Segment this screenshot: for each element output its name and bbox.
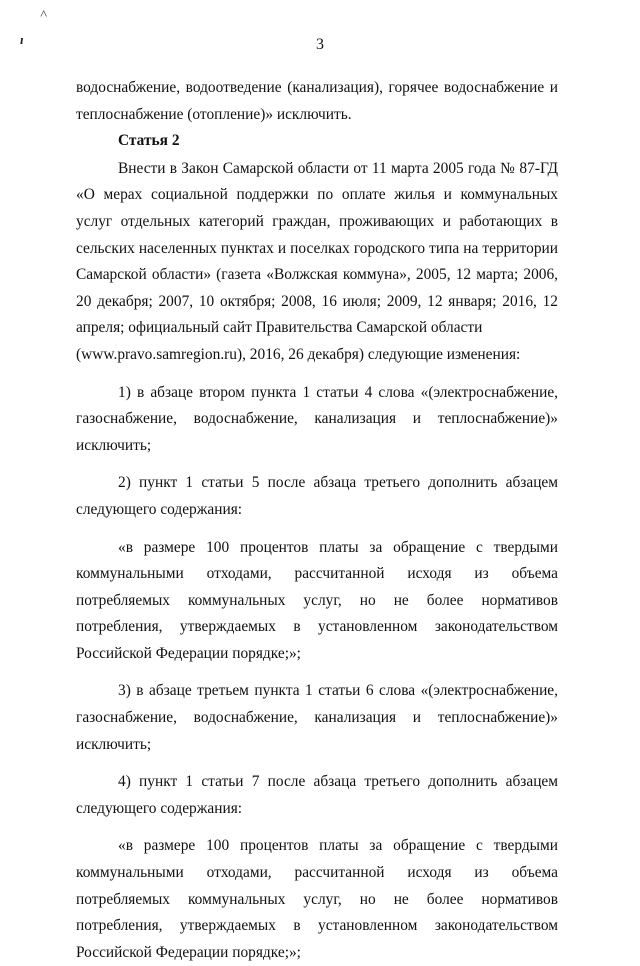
paragraph-continuation: водоснабжение, водоотведение (канализация), горячее водоснабжение и теплоснабжение (отопление)» исключить. (76, 79, 558, 123)
list-item-1: 1) в абзаце втором пункта 1 статьи 4 слова «(электроснабжение, газоснабжение, водоснабжение, канализация и теплоснабжение)» исключить; (76, 383, 558, 454)
paragraph-intro-end: (www.pravo.samregion.ru), 2016, 26 декабря) следующие изменения: (76, 345, 521, 363)
scan-artifact-mark: ı (20, 32, 24, 47)
list-item-4: 4) пункт 1 статьи 7 после абзаца третьего дополнить абзацем следующего содержания: (76, 773, 558, 817)
article-heading: Статья 2 (118, 132, 180, 150)
quoted-paragraph-2: «в размере 100 процентов платы за обращение с твердыми коммунальными отходами, рассчитанной исходя из объема потребляемых коммунальных услуг, но не более нормативов потребления, утверждаемых в установленном законодательством Российской Федерации порядке;»; (76, 837, 558, 961)
page-number: 3 (316, 36, 324, 53)
paragraph-intro: Внести в Закон Самарской области от 11 марта 2005 года № 87-ГД «О мерах социальной поддержки по оплате жилья и коммунальных услуг отдельных категорий граждан, проживающих и работающих в сельских населенных пунктах и поселках городского типа на территории Самарской области» (газета «Волжская коммуна», 2005, 12 марта; 2006, 20 декабря; 2007, 10 октября; 2008, 16 июля; 2009, 12 января; 2016, 12 апреля; официальный сайт Правительства Самарской области (76, 159, 558, 337)
list-item-3: 3) в абзаце третьем пункта 1 статьи 6 слова «(электроснабжение, газоснабжение, водоснабжение, канализация и теплоснабжение)» исключить; (76, 682, 558, 753)
quoted-paragraph-1: «в размере 100 процентов платы за обращение с твердыми коммунальными отходами, рассчитанной исходя из объема потребляемых коммунальных услуг, но не более нормативов потребления, утверждаемых в установленном законодательством Российской Федерации порядке;»; (76, 538, 558, 662)
document-body (76, 75, 558, 966)
list-item-2: 2) пункт 1 статьи 5 после абзаца третьего дополнить абзацем следующего содержания: (76, 474, 558, 518)
scan-artifact-mark: ˄ (40, 6, 48, 21)
